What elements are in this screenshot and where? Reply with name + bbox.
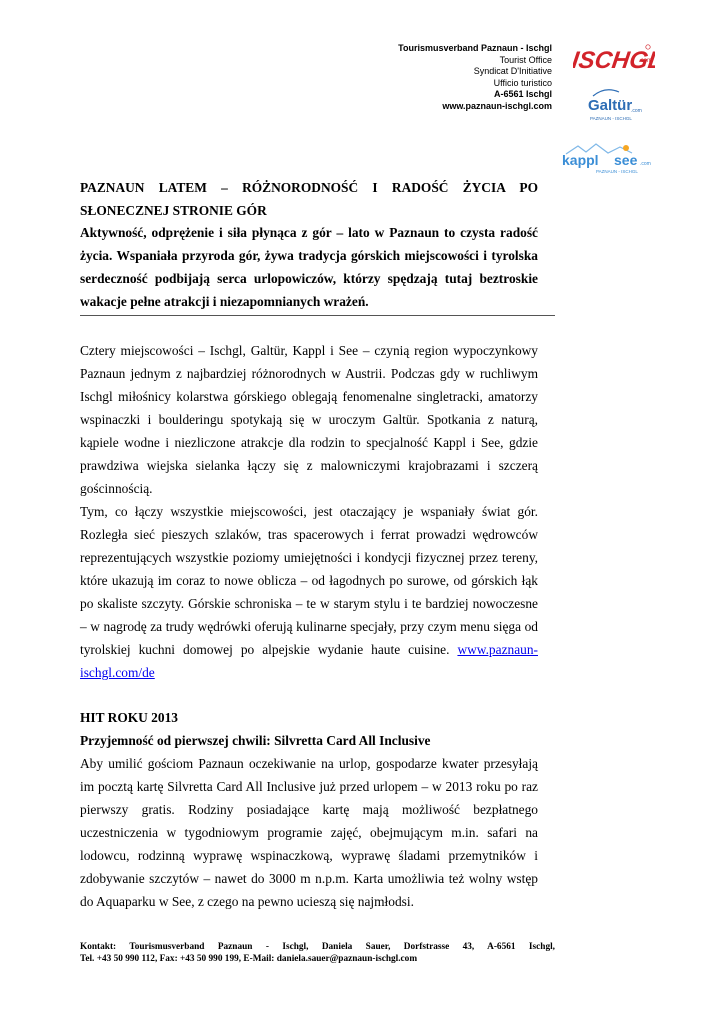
galtur-logo-suffix: .com — [631, 108, 642, 114]
paznaun-link[interactable]: www.paznaun-ischgl.com/de — [80, 642, 538, 680]
header-website: www.paznaun-ischgl.com — [442, 100, 552, 111]
hit-paragraph: Aby umilić gościom Paznaun oczekiwanie na urlop, gospodarze kwater przesyłają im pocztą kartę Silvretta Card All Inclusive już przed urlopem – w 2013 roku po raz pierwszy gratis. Rodziny posiadające kartę mają możliwość bezpłatnego uczestniczenia w tygodniowym programie zajęć, obejmującym m.in. safari na lodowcu, rodzinną wyprawę wspinaczkową, wyprawę śladami przemytników i zdobywanie szczytów – nawet do 3000 m n.p.m. Karta umożliwia też wolny wstęp do Aquaparku w See, z czego na pewno ucieszą się najmłodsi. — [80, 756, 538, 909]
see-logo-text: see — [614, 152, 638, 168]
header-contact — [398, 43, 552, 112]
kappl-logo-suffix: .com — [640, 161, 651, 167]
galtur-logo-sub: PAZNAUN - ISCHGL — [590, 116, 632, 121]
page-title: PAZNAUN LATEM – RÓŻNORODNOŚĆ I RADOŚĆ ŻYCIA PO SŁONECZNEJ STRONIE GÓR — [80, 180, 538, 218]
footer-line-1: Kontakt: Tourismusverband Paznaun - Ischgl, Daniela Sauer, Dorfstrasse 43, A-6561 Ischgl, — [80, 942, 555, 952]
ischgl-logo — [573, 40, 655, 76]
sun-icon — [623, 145, 629, 151]
header-address: A-6561 Ischgl — [493, 89, 552, 99]
galtur-arc-icon — [593, 90, 619, 96]
header-tourist-office: Tourist Office — [499, 54, 552, 65]
kappl-see-logo — [560, 140, 660, 176]
lead-paragraph: Aktywność, odprężenie i siła płynąca z gór – lato w Paznaun to czysta radość życia. Wspaniała przyroda gór, żywa tradycja górskich miejscowości i tyrolska serdeczność podbijają serca urlopowiczów, którzy spędzają tutaj beztroskie wakacje pełne atrakcji i niezapomnianych wrażeń. — [80, 225, 538, 309]
paragraph-mountains-text: Tym, co łączy wszystkie miejscowości, jest otaczający je wspaniały świat gór. Rozległa sieć pieszych szlaków, tras spacerowych i ferrat prowadzi wędrowców reprezentujących wszystkie poziomy umiejętności i kondycji fizycznej przez tereny, które ukazują im coraz to nowe oblicza – od łagodnych po surowe, od górskich łąk po skaliste szczyty. Górskie schroniska – te w starym stylu i te bardziej nowoczesne – w nagrodę za trudy wędrówki oferują kulinarne specjały, przy czym menu sięga od tyrolskiej kuchni domowej po alpejskie wydanie haute cuisine. — [80, 504, 538, 657]
section-divider — [80, 315, 555, 316]
galtur-logo-text: Galtür — [588, 97, 633, 114]
galtur-logo — [585, 84, 645, 126]
ischgl-logo-text: ISCHGL — [573, 47, 655, 74]
hit-heading: HIT ROKU 2013 — [80, 710, 178, 725]
body-text — [80, 339, 538, 684]
kappl-logo-text: kappl — [562, 152, 599, 168]
footer-line-2: Tel. +43 50 990 112, Fax: +43 50 990 199, E-Mail: daniela.sauer@paznaun-ischgl.com — [80, 954, 418, 964]
header-syndicat: Syndicat D'Initiative — [473, 66, 552, 76]
paragraph-regions: Cztery miejscowości – Ischgl, Galtür, Kappl i See – czynią region wypoczynkowy Paznaun jednym z najbardziej różnorodnych w Austrii. Podczas gdy w ruchliwym Ischgl miłośnicy kolarstwa górskiego oblegają fenomenalne singletracki, amatorzy wspinaczki i boulderingu spotykają się w uroczym Galtür. Spotkania z naturą, kąpiele wodne i niezliczone atrakcje dla rodzin to specjalność Kappl i See, gdzie prawdziwa wiejska sielanka łączy się z malowniczymi krajobrazami i szczerą gościnnością. — [80, 343, 538, 496]
hit-section — [80, 706, 538, 913]
ischgl-logo-suffix: .com — [639, 58, 653, 64]
kappl-logo-sub: PAZNAUN - ISCHGL — [596, 169, 638, 174]
header-ufficio: Ufficio turistico — [493, 77, 552, 88]
hit-subheading: Przyjemność od pierwszej chwili: Silvretta Card All Inclusive — [80, 733, 431, 748]
header-org: Tourismusverband Paznaun - Ischgl — [398, 43, 552, 53]
paragraph-mountains — [80, 500, 538, 684]
footer-contact — [80, 941, 555, 965]
